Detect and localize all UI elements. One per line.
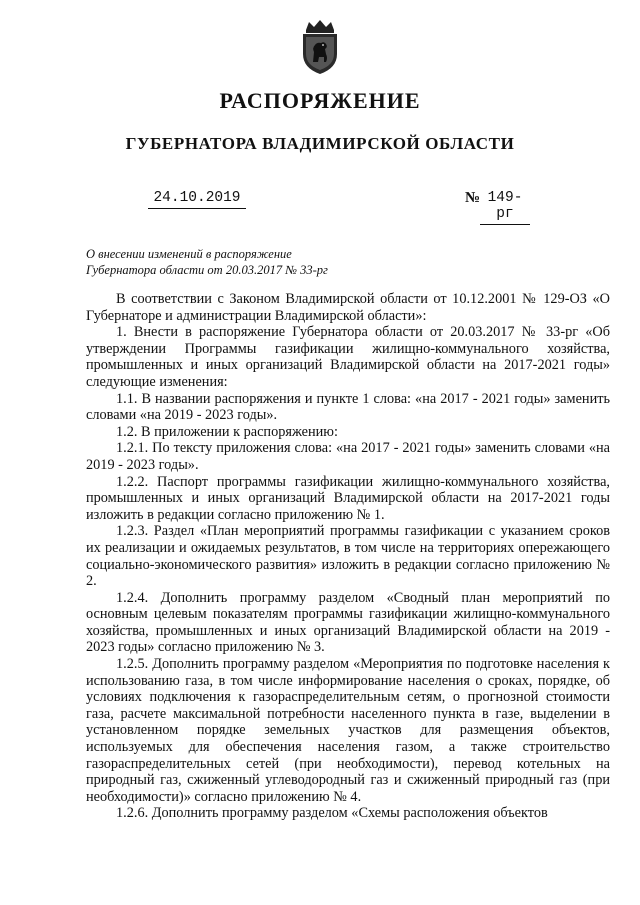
paragraph-item-1-2: 1.2. В приложении к распоряжению: — [116, 423, 338, 440]
paragraph-preamble: В соответствии с Законом Владимирской области от 10.12.2001 № 129-ОЗ «О Губернаторе и администрации Владимирской области»: — [86, 291, 610, 324]
paragraph-item-1: 1. Внести в распоряжение Губернатора области от 20.03.2017 № 33-рг «Об утверждении Программы газификации жилищно-коммунального хозяйства, промышленных и иных организаций Владимирской области на 2017-2021 годы» следующие изменения: — [86, 324, 610, 390]
subject-line-2: Губернатора области от 20.03.2017 № 33-рг — [86, 263, 328, 277]
paragraph-item-1-1: 1.1. В названии распоряжения и пункте 1 слова: «на 2017 - 2021 годы» заменить словами «на 2019 - 2023 годы». — [86, 390, 610, 424]
paragraph-item-1-2-1: 1.2.1. По тексту приложения слова: «на 2017 - 2021 годы» заменить словами «на 2019 - 2023 годы». — [86, 440, 610, 473]
document-number: 149-рг — [480, 190, 530, 225]
document-title: РАСПОРЯЖЕНИЕ — [219, 88, 421, 113]
paragraph-item-1-2-4: 1.2.4. Дополнить программу разделом «Сводный план мероприятий по основным целевым показателям программы газификации жилищно-коммунального хозяйства, промышленных и иных организаций Владимирской области на 2019 - 2023 годы» согласно приложению № 3. — [86, 589, 610, 656]
coat-of-arms-emblem — [297, 18, 343, 76]
document-subject — [86, 246, 328, 278]
document-date: 24.10.2019 — [148, 190, 246, 209]
document-body — [86, 291, 610, 822]
paragraph-item-1-2-2: 1.2.2. Паспорт программы газификации жилищно-коммунального хозяйства, промышленных и иных организаций Владимирской области на 2017-2021 годы изложить в редакции согласно приложению № 1. — [86, 473, 610, 523]
paragraph-item-1-2-5: 1.2.5. Дополнить программу разделом «Мероприятия по подготовке населения к использованию газа, в том числе информирование населения о сроках, порядке, об условиях подключения к газораспределительным сетям, о прогнозной стоимости газа, расчете максимальной потребности населенного пункта в газе, выделении в установленном порядке земельных участков для размещения объектов, используемых для обеспечения населения газом, а также строительство газораспределительных сетей (при необходимости), перевод котельных на природный газ, сжиженный углеводородный газ и сжиженный природный газ (при необходимости)» согласно приложению № 4. — [86, 656, 610, 805]
document-subtitle: ГУБЕРНАТОРА ВЛАДИМИРСКОЙ ОБЛАСТИ — [125, 134, 515, 153]
paragraph-item-1-2-3: 1.2.3. Раздел «План мероприятий программы газификации с указанием сроков их реализации и ожидаемых результатов, в том числе на территориях опережающего социально-экономического развития» изложить в редакции согласно приложению № 2. — [86, 523, 610, 590]
document-number-label: № — [465, 190, 481, 206]
subject-line-1: О внесении изменений в распоряжение — [86, 247, 292, 261]
paragraph-item-1-2-6: 1.2.6. Дополнить программу разделом «Схемы расположения объектов — [116, 805, 548, 822]
